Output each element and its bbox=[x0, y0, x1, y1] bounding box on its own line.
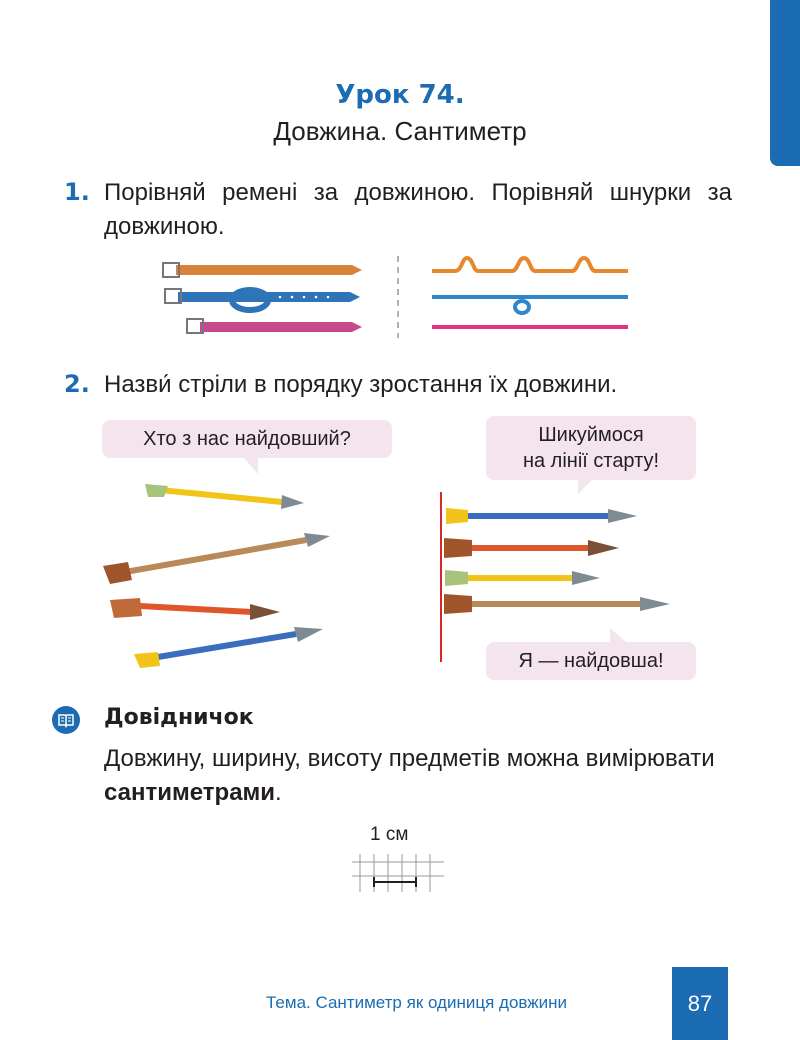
belt-orange bbox=[176, 265, 352, 275]
arrow-brown-right bbox=[444, 594, 670, 614]
reference-title: Довідничок bbox=[104, 705, 254, 730]
reference-text-end: . bbox=[275, 779, 282, 806]
reference-text-main: Довжину, ширину, висоту предметів можна вимірювати bbox=[104, 745, 715, 772]
arrows-aligned bbox=[441, 492, 670, 662]
speech-bubble-right-line1: Шикуймося bbox=[538, 424, 644, 446]
belt-pink bbox=[200, 322, 352, 332]
book-icon bbox=[52, 706, 80, 734]
footer-topic: Тема. Сантиметр як одиниця довжини bbox=[266, 993, 567, 1012]
task-1-text: Порівняй ремені за довжиною. Порівняй шнурки за довжиною. bbox=[104, 179, 732, 240]
arrow-blue-right bbox=[446, 508, 637, 524]
lesson-topic: Довжина. Сантиметр bbox=[273, 116, 527, 146]
speech-bubble-left bbox=[102, 420, 392, 458]
task-2-text: Назви́ стріли в порядку зростання їх довжини. bbox=[104, 371, 618, 398]
speech-bubble-right bbox=[486, 416, 696, 480]
speech-bubble-left-text: Хто з нас найдовший? bbox=[143, 428, 351, 450]
arrow-red-left bbox=[110, 598, 280, 620]
cm-grid bbox=[352, 854, 444, 892]
reference-text-bold: сантиметрами bbox=[104, 779, 276, 806]
arrow-blue-left bbox=[134, 627, 323, 668]
reference-text bbox=[104, 742, 724, 810]
lace-orange bbox=[432, 258, 628, 271]
task-1-number: 1. bbox=[64, 178, 90, 206]
speech-bubble-bottom bbox=[486, 642, 696, 680]
speech-bubble-bottom-text: Я — найдовша! bbox=[518, 650, 664, 672]
lesson-number: Урок 74. bbox=[335, 80, 465, 110]
belts-illustration bbox=[163, 263, 362, 333]
page-number: 87 bbox=[672, 967, 728, 1040]
arrow-yellow-right bbox=[445, 570, 600, 586]
cm-segment bbox=[374, 877, 416, 887]
arrows-scattered bbox=[103, 484, 330, 668]
speech-bubble-right-line2: на лінії старту! bbox=[522, 450, 660, 472]
task-2-number: 2. bbox=[64, 370, 90, 398]
arrow-red-right bbox=[444, 538, 619, 558]
cm-label: 1 см bbox=[370, 824, 409, 845]
arrow-brown-left bbox=[103, 533, 330, 584]
arrow-yellow-left bbox=[145, 484, 304, 509]
laces-illustration bbox=[432, 258, 628, 327]
